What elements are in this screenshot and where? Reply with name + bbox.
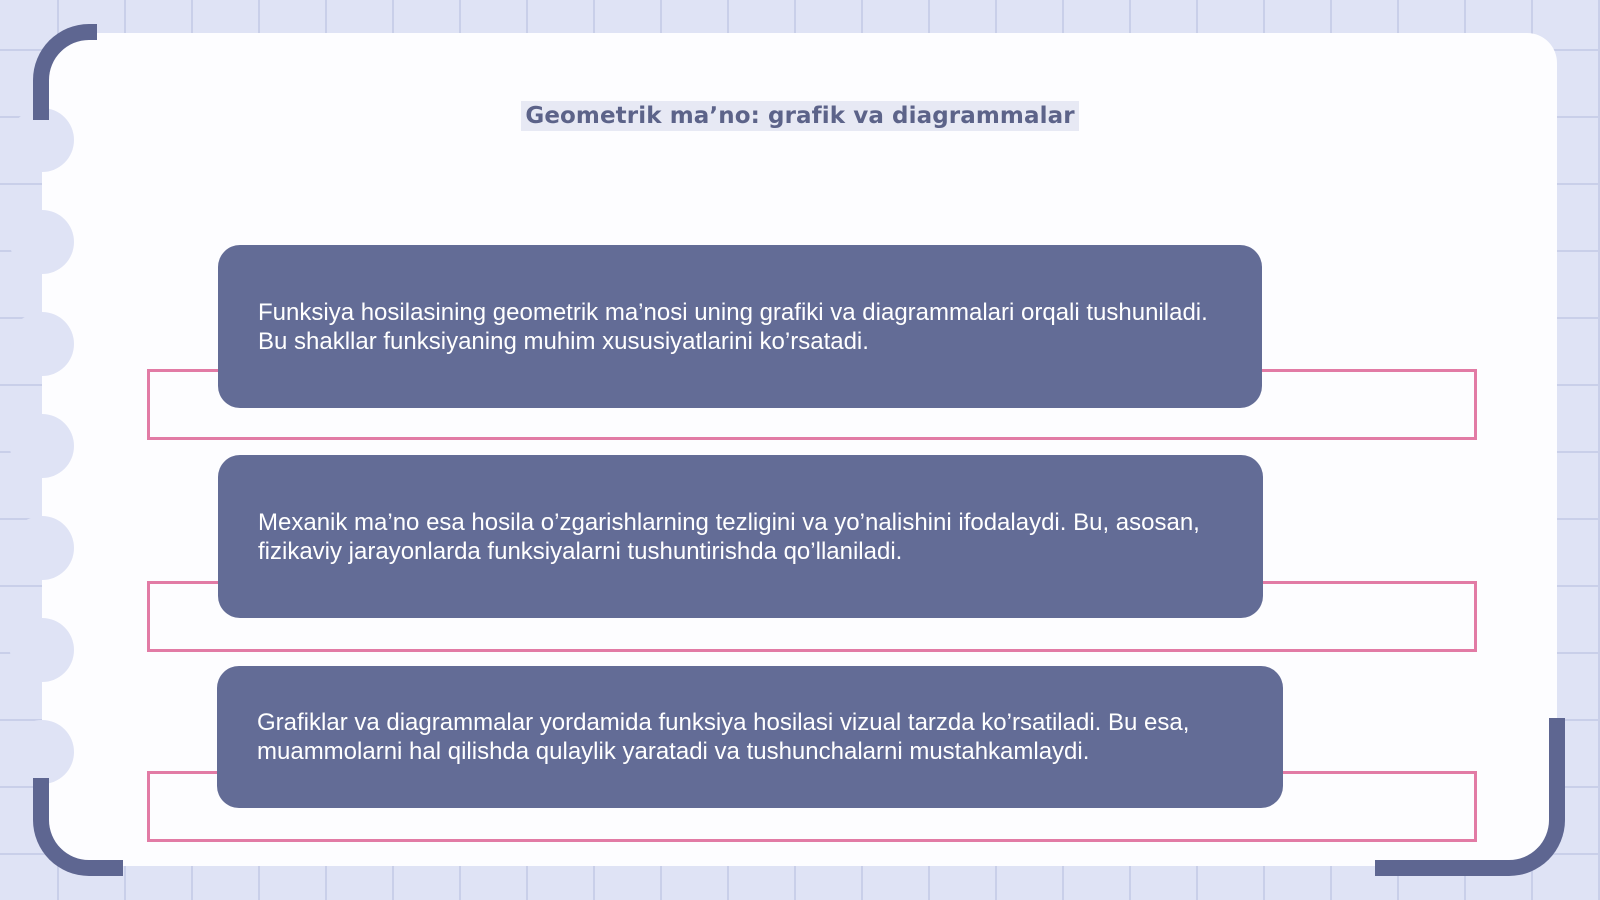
paper-scallop [10, 414, 74, 478]
paper-scallop [10, 618, 74, 682]
slide-title: Geometrik maʼno: grafik va diagrammalar [521, 101, 1078, 131]
content-card-text: Mexanik ma’no esa hosila o’zgarishlarning tezligini va yo’nalishini ifodalaydi. Bu, asosan, fizikaviy jarayonlarda funksiyalarni tushuntirishda qo’llaniladi. [258, 508, 1200, 565]
paper-scallop [10, 210, 74, 274]
paper-scallop [10, 720, 74, 784]
slide-title-wrap [0, 94, 1600, 131]
content-card-text: Funksiya hosilasining geometrik ma’nosi uning grafiki va diagrammalari orqali tushuniladi. Bu shakllar funksiyaning muhim xususiyatlarini ko’rsatadi. [258, 298, 1208, 355]
paper-scallop [10, 516, 74, 580]
corner-bracket-bottom-left [33, 778, 123, 876]
content-card-1 [218, 245, 1262, 408]
content-card-text: Grafiklar va diagrammalar yordamida funksiya hosilasi vizual tarzda ko’rsatiladi. Bu esa, muammolarni hal qilishda qulaylik yaratadi va tushunchalarni mustahkamlaydi. [257, 709, 1190, 765]
paper-scallop [10, 312, 74, 376]
content-card-2 [218, 455, 1263, 618]
content-card-3 [217, 666, 1283, 808]
